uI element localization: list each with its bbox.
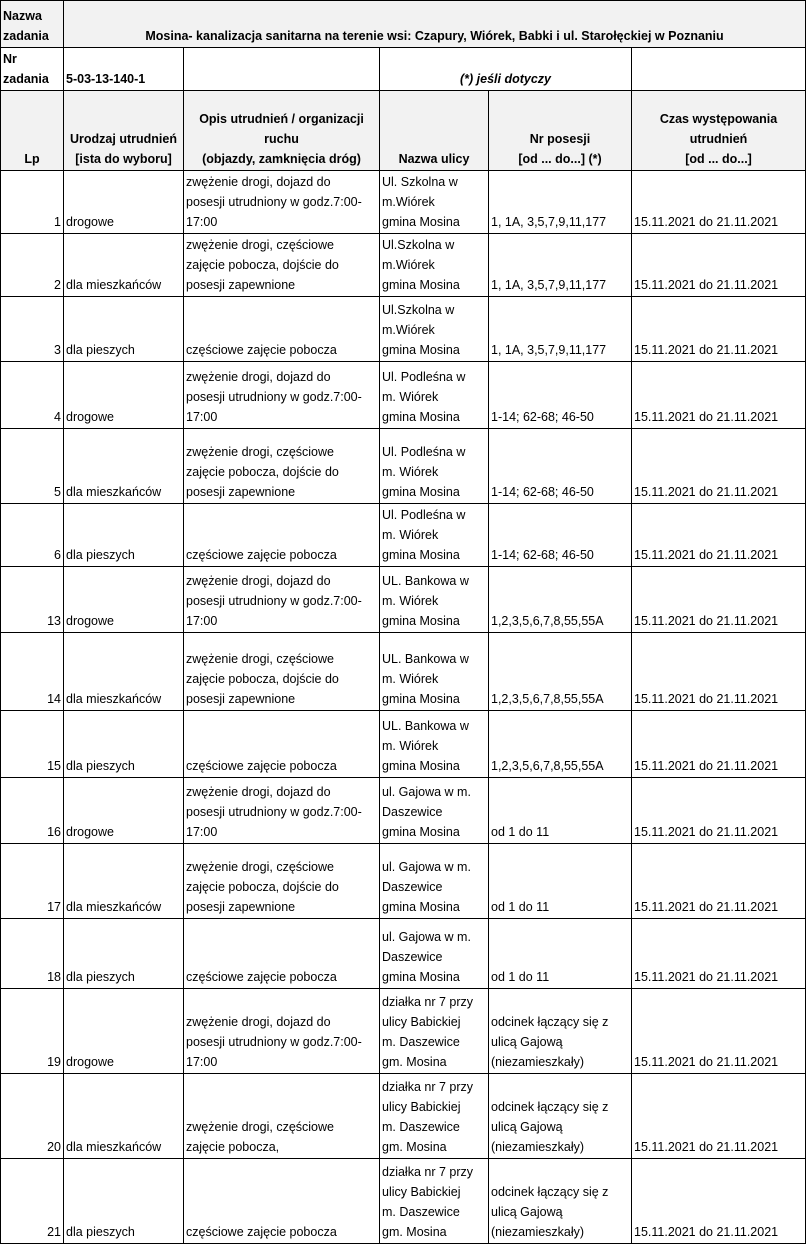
cell-type: drogowe (64, 362, 184, 429)
cell-street-line: gmina Mosina (382, 215, 460, 229)
cell-street-line: m. Daszewice (382, 1120, 460, 1134)
cell-description-line: zwężenie drogi, częściowe (186, 238, 334, 252)
cell-street-line: m. Wiórek (382, 594, 439, 608)
cell-description-line: zajęcie pobocza, (186, 1140, 280, 1154)
cell-property-numbers-line: odcinek łączący się z (491, 1015, 609, 1029)
column-header-line: [od ... do...] (685, 152, 752, 166)
cell-street (380, 567, 489, 633)
cell-street-line: gmina Mosina (382, 614, 460, 628)
cell-street-line: m.Wiórek (382, 258, 435, 272)
col-lp (1, 91, 64, 171)
cell-description-line: zwężenie drogi, dojazd do (186, 370, 331, 384)
cell-property-numbers (489, 844, 632, 919)
cell-street (380, 504, 489, 567)
cell-street (380, 919, 489, 989)
column-header-line: Lp (24, 152, 40, 166)
cell-description (184, 297, 380, 362)
cell-type: dla mieszkańców (64, 844, 184, 919)
cell-type: drogowe (64, 778, 184, 844)
cell-street (380, 234, 489, 297)
cell-street-line: ulicy Babickiej (382, 1100, 461, 1114)
cell-property-numbers-line: 1,2,3,5,6,7,8,55,55A (491, 759, 604, 773)
cell-street-line: Daszewice (382, 950, 443, 964)
cell-type: drogowe (64, 989, 184, 1074)
cell-lp: 2 (1, 234, 64, 297)
cell-street-line: gmina Mosina (382, 692, 460, 706)
cell-description-line: posesji zapewnione (186, 900, 296, 914)
cell-type: dla mieszkańców (64, 633, 184, 711)
table-row (1, 297, 806, 362)
cell-street (380, 297, 489, 362)
task-name-row (1, 1, 806, 48)
column-header-line: utrudnień (689, 132, 748, 146)
cell-property-numbers (489, 297, 632, 362)
cell-street-line: gmina Mosina (382, 278, 460, 292)
cell-street-line: Daszewice (382, 880, 443, 894)
cell-property-numbers (489, 633, 632, 711)
cell-street-line: m. Wiórek (382, 672, 439, 686)
cell-street-line: m. Wiórek (382, 528, 439, 542)
cell-description-line: zwężenie drogi, dojazd do (186, 785, 331, 799)
cell-type: dla mieszkańców (64, 1074, 184, 1159)
cell-description-line: 17:00 (186, 410, 218, 424)
cell-property-numbers-line: (niezamieszkały) (491, 1140, 585, 1154)
cell-street-line: gmina Mosina (382, 343, 460, 357)
cell-type: dla pieszych (64, 711, 184, 778)
cell-property-numbers-line: 1, 1A, 3,5,7,9,11,177 (491, 343, 607, 357)
cell-lp: 13 (1, 567, 64, 633)
cell-description-line: zwężenie drogi, częściowe (186, 1120, 334, 1134)
cell-description (184, 778, 380, 844)
cell-property-numbers-line: 1,2,3,5,6,7,8,55,55A (491, 614, 604, 628)
cell-description-line: 17:00 (186, 825, 218, 839)
table-row (1, 234, 806, 297)
cell-property-numbers (489, 171, 632, 234)
cell-description-line: zwężenie drogi, częściowe (186, 652, 334, 666)
cell-property-numbers-line: (niezamieszkały) (491, 1225, 585, 1239)
cell-lp: 4 (1, 362, 64, 429)
table-row (1, 362, 806, 429)
cell-property-numbers-line: 1,2,3,5,6,7,8,55,55A (491, 692, 604, 706)
cell-property-numbers-line: ulicą Gajową (491, 1205, 563, 1219)
cell-property-numbers (489, 919, 632, 989)
cell-street (380, 778, 489, 844)
cell-description-line: częściowe zajęcie pobocza (186, 970, 337, 984)
cell-street-line: Ul. Podleśna w (382, 508, 466, 522)
cell-description (184, 989, 380, 1074)
table-row (1, 711, 806, 778)
cell-street-line: ul. Gajowa w m. (382, 930, 471, 944)
cell-street-line: m. Daszewice (382, 1205, 460, 1219)
column-header-line: Opis utrudnień / organizacji (199, 112, 364, 126)
cell-description-line: posesji utrudniony w godz.7:00- (186, 195, 362, 209)
cell-type: dla pieszych (64, 919, 184, 989)
cell-description-line: posesji utrudniony w godz.7:00- (186, 390, 362, 404)
table-row (1, 844, 806, 919)
table-row (1, 1074, 806, 1159)
cell-description (184, 567, 380, 633)
cell-street-line: Ul. Podleśna w (382, 370, 466, 384)
column-header-line: Urodzaj utrudnień (70, 132, 177, 146)
cell-lp: 3 (1, 297, 64, 362)
cell-description-line: posesji utrudniony w godz.7:00- (186, 1035, 362, 1049)
column-header-line: [od ... do...] (*) (518, 152, 602, 166)
cell-street-line: Ul. Podleśna w (382, 445, 466, 459)
cell-time: 15.11.2021 do 21.11.2021 (632, 234, 806, 297)
cell-lp: 16 (1, 778, 64, 844)
column-header-row (1, 91, 806, 171)
column-header-line: (objazdy, zamknięcia dróg) (202, 152, 361, 166)
cell-street-line: Ul. Szkolna w (382, 175, 458, 189)
cell-lp: 6 (1, 504, 64, 567)
cell-property-numbers-line: od 1 do 11 (491, 900, 550, 914)
cell-street-line: m. Daszewice (382, 1035, 460, 1049)
cell-street (380, 711, 489, 778)
cell-description-line: 17:00 (186, 215, 218, 229)
cell-property-numbers-line: 1-14; 62-68; 46-50 (491, 410, 594, 424)
cell-lp: 14 (1, 633, 64, 711)
cell-description (184, 429, 380, 504)
column-header-line: [ista do wyboru] (75, 152, 172, 166)
col-posesja (489, 91, 632, 171)
cell-time: 15.11.2021 do 21.11.2021 (632, 429, 806, 504)
cell-description-line: częściowe zajęcie pobocza (186, 548, 337, 562)
column-header-line: ruchu (264, 132, 299, 146)
cell-description-line: zajęcie pobocza, dojście do (186, 672, 339, 686)
cell-description-line: zwężenie drogi, dojazd do (186, 574, 331, 588)
cell-lp: 18 (1, 919, 64, 989)
cell-description (184, 1074, 380, 1159)
cell-property-numbers (489, 778, 632, 844)
column-header-line: Czas występowania (659, 112, 778, 126)
cell-street-line: gmina Mosina (382, 759, 460, 773)
cell-time: 15.11.2021 do 21.11.2021 (632, 1074, 806, 1159)
cell-time: 15.11.2021 do 21.11.2021 (632, 297, 806, 362)
cell-lp: 15 (1, 711, 64, 778)
cell-time: 15.11.2021 do 21.11.2021 (632, 844, 806, 919)
cell-description-line: zwężenie drogi, dojazd do (186, 1015, 331, 1029)
cell-description-line: częściowe zajęcie pobocza (186, 343, 337, 357)
cell-street-line: ul. Gajowa w m. (382, 785, 471, 799)
cell-street (380, 429, 489, 504)
cell-property-numbers-line: (niezamieszkały) (491, 1055, 585, 1069)
col-czas (632, 91, 806, 171)
col-urodzaj (64, 91, 184, 171)
cell-description (184, 171, 380, 234)
cell-time: 15.11.2021 do 21.11.2021 (632, 711, 806, 778)
cell-street-line: Ul.Szkolna w (382, 303, 455, 317)
cell-street-line: m.Wiórek (382, 323, 435, 337)
cell-property-numbers-line: odcinek łączący się z (491, 1100, 609, 1114)
cell-time: 15.11.2021 do 21.11.2021 (632, 1159, 806, 1244)
cell-description-line: częściowe zajęcie pobocza (186, 1225, 337, 1239)
cell-description (184, 504, 380, 567)
cell-street-line: m. Wiórek (382, 465, 439, 479)
cell-street-line: Ul.Szkolna w (382, 238, 455, 252)
cell-street-line: gmina Mosina (382, 485, 460, 499)
cell-lp: 5 (1, 429, 64, 504)
cell-street-line: gm. Mosina (382, 1225, 447, 1239)
cell-time: 15.11.2021 do 21.11.2021 (632, 504, 806, 567)
cell-property-numbers (489, 1159, 632, 1244)
cell-description (184, 633, 380, 711)
cell-description-line: 17:00 (186, 614, 218, 628)
task-number-value: 5-03-13-140-1 (64, 48, 184, 91)
table-row (1, 919, 806, 989)
cell-type: drogowe (64, 171, 184, 234)
cell-property-numbers (489, 711, 632, 778)
cell-property-numbers-line: ulicą Gajową (491, 1120, 563, 1134)
cell-street-line: ul. Gajowa w m. (382, 860, 471, 874)
cell-street-line: m. Wiórek (382, 390, 439, 404)
cell-time: 15.11.2021 do 21.11.2021 (632, 919, 806, 989)
cell-time: 15.11.2021 do 21.11.2021 (632, 989, 806, 1074)
cell-type: drogowe (64, 567, 184, 633)
cell-description (184, 234, 380, 297)
cell-description-line: zajęcie pobocza, dojście do (186, 465, 339, 479)
cell-description-line: zwężenie drogi, częściowe (186, 860, 334, 874)
cell-description-line: posesji zapewnione (186, 692, 296, 706)
cell-description-line: posesji zapewnione (186, 278, 296, 292)
cell-street-line: m.Wiórek (382, 195, 435, 209)
cell-description-line: częściowe zajęcie pobocza (186, 759, 337, 773)
cell-street (380, 171, 489, 234)
cell-description-line: zwężenie drogi, dojazd do (186, 175, 331, 189)
cell-street (380, 633, 489, 711)
cell-time: 15.11.2021 do 21.11.2021 (632, 633, 806, 711)
cell-street (380, 1159, 489, 1244)
cell-street-line: działka nr 7 przy (382, 1080, 474, 1094)
task-number-row (1, 48, 806, 91)
cell-property-numbers-line: 1, 1A, 3,5,7,9,11,177 (491, 278, 607, 292)
cell-description-line: posesji utrudniony w godz.7:00- (186, 805, 362, 819)
table-row (1, 633, 806, 711)
cell-street-line: m. Wiórek (382, 739, 439, 753)
cell-street-line: UL. Bankowa w (382, 719, 469, 733)
cell-property-numbers-line: odcinek łączący się z (491, 1185, 609, 1199)
column-header-line: Nazwa ulicy (398, 152, 470, 166)
cell-street-line: działka nr 7 przy (382, 1165, 474, 1179)
cell-property-numbers (489, 429, 632, 504)
empty-cell (632, 48, 806, 91)
cell-street-line: ulicy Babickiej (382, 1185, 461, 1199)
task-title: Mosina- kanalizacja sanitarna na terenie wsi: Czapury, Wiórek, Babki i ul. Starołęckiej w Poznaniu (64, 1, 806, 48)
cell-property-numbers-line: 1-14; 62-68; 46-50 (491, 548, 594, 562)
table-row (1, 1159, 806, 1244)
cell-property-numbers (489, 234, 632, 297)
cell-description-line: 17:00 (186, 1055, 218, 1069)
cell-description-line: posesji zapewnione (186, 485, 296, 499)
table-row (1, 778, 806, 844)
cell-street-line: działka nr 7 przy (382, 995, 474, 1009)
cell-street (380, 844, 489, 919)
cell-lp: 20 (1, 1074, 64, 1159)
table-row (1, 429, 806, 504)
col-ulica (380, 91, 489, 171)
cell-description (184, 1159, 380, 1244)
cell-street-line: gm. Mosina (382, 1140, 447, 1154)
cell-street-line: gm. Mosina (382, 1055, 447, 1069)
cell-street-line: UL. Bankowa w (382, 574, 469, 588)
cell-street-line: ulicy Babickiej (382, 1015, 461, 1029)
cell-lp: 19 (1, 989, 64, 1074)
table-row (1, 504, 806, 567)
cell-street-line: Daszewice (382, 805, 443, 819)
cell-description-line: zwężenie drogi, częściowe (186, 445, 334, 459)
cell-type: dla mieszkańców (64, 234, 184, 297)
cell-street-line: gmina Mosina (382, 970, 460, 984)
cell-description (184, 844, 380, 919)
cell-street-line: gmina Mosina (382, 900, 460, 914)
cell-property-numbers (489, 989, 632, 1074)
cell-property-numbers-line: od 1 do 11 (491, 970, 550, 984)
cell-description-line: posesji utrudniony w godz.7:00- (186, 594, 362, 608)
empty-cell (184, 48, 380, 91)
task-name-label: Nazwa zadania (1, 1, 64, 48)
cell-street-line: gmina Mosina (382, 548, 460, 562)
cell-lp: 21 (1, 1159, 64, 1244)
cell-description-line: zajęcie pobocza, dojście do (186, 258, 339, 272)
cell-street-line: gmina Mosina (382, 410, 460, 424)
cell-description (184, 711, 380, 778)
cell-property-numbers-line: ulicą Gajową (491, 1035, 563, 1049)
cell-time: 15.11.2021 do 21.11.2021 (632, 567, 806, 633)
table-row (1, 567, 806, 633)
cell-property-numbers-line: 1, 1A, 3,5,7,9,11,177 (491, 215, 607, 229)
cell-description-line: zajęcie pobocza, dojście do (186, 880, 339, 894)
task-number-label: Nr zadania (1, 48, 64, 91)
cell-property-numbers-line: od 1 do 11 (491, 825, 550, 839)
cell-type: dla pieszych (64, 504, 184, 567)
cell-street-line: gmina Mosina (382, 825, 460, 839)
cell-type: dla mieszkańców (64, 429, 184, 504)
cell-time: 15.11.2021 do 21.11.2021 (632, 171, 806, 234)
cell-time: 15.11.2021 do 21.11.2021 (632, 362, 806, 429)
cell-type: dla pieszych (64, 1159, 184, 1244)
col-opis (184, 91, 380, 171)
column-header-line: Nr posesji (529, 132, 591, 146)
cell-lp: 17 (1, 844, 64, 919)
cell-type: dla pieszych (64, 297, 184, 362)
cell-street (380, 989, 489, 1074)
cell-street (380, 1074, 489, 1159)
cell-lp: 1 (1, 171, 64, 234)
cell-property-numbers (489, 362, 632, 429)
cell-property-numbers-line: 1-14; 62-68; 46-50 (491, 485, 594, 499)
cell-description (184, 919, 380, 989)
cell-street-line: UL. Bankowa w (382, 652, 469, 666)
table-row (1, 171, 806, 234)
cell-property-numbers (489, 1074, 632, 1159)
cell-property-numbers (489, 567, 632, 633)
cell-property-numbers (489, 504, 632, 567)
table-row (1, 989, 806, 1074)
cell-description (184, 362, 380, 429)
cell-time: 15.11.2021 do 21.11.2021 (632, 778, 806, 844)
cell-street (380, 362, 489, 429)
note-cell: (*) jeśli dotyczy (380, 48, 632, 91)
